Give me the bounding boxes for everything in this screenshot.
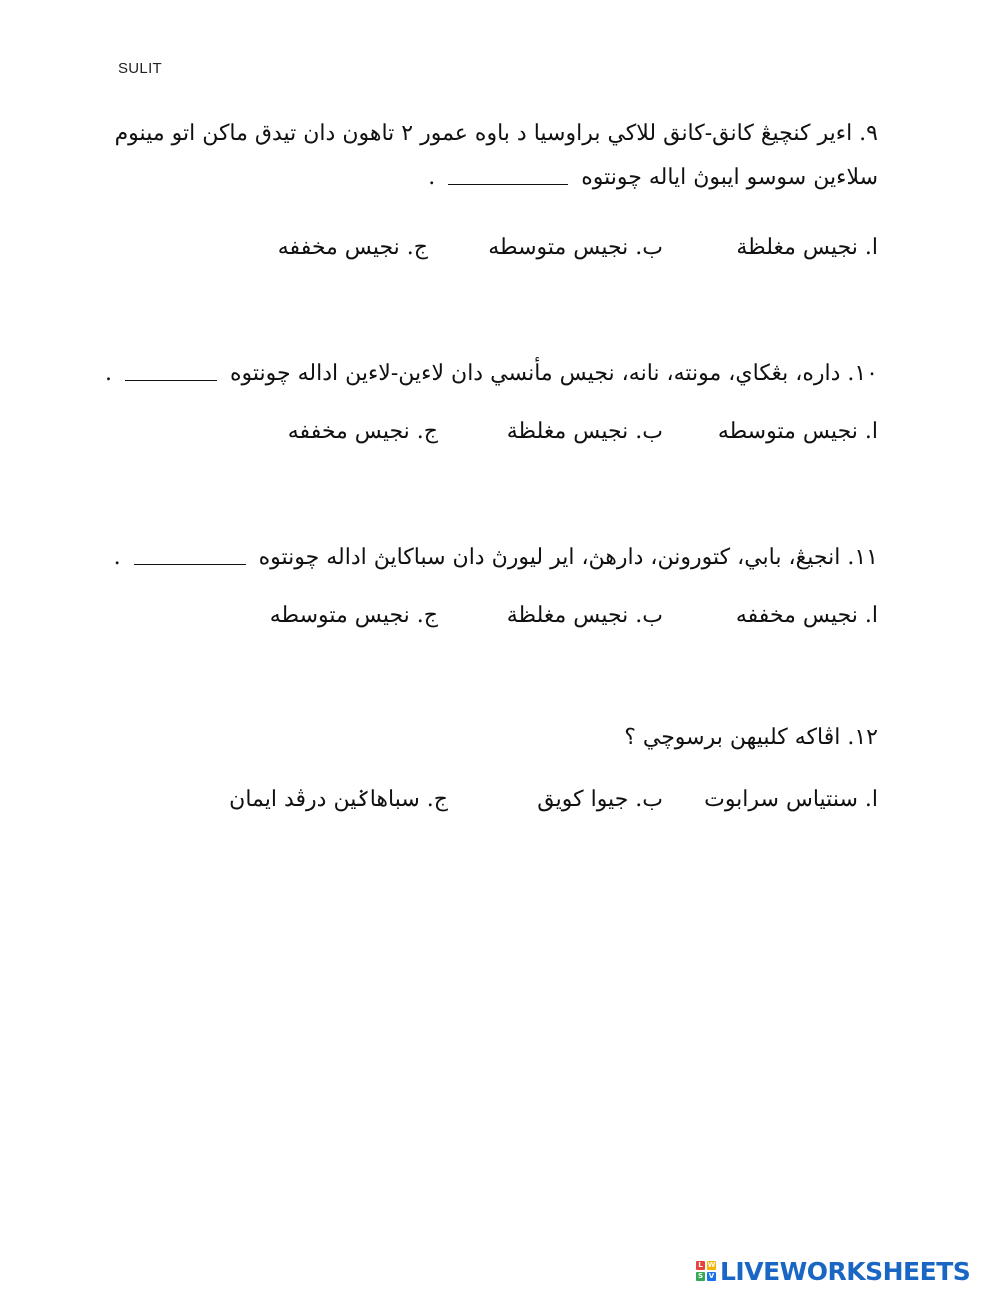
option-c[interactable]: ج. نجيس متوسطه xyxy=(269,603,438,628)
question-10-end: . xyxy=(104,361,112,386)
logo-tile: S xyxy=(697,1272,704,1280)
question-12-line-1: ١٢. اڤاكه كلبيهن برسوچي ؟ xyxy=(624,725,878,750)
options-12 xyxy=(229,780,878,820)
question-11 xyxy=(113,536,878,580)
option-b[interactable]: ب. نجيس متوسطه xyxy=(488,235,663,260)
option-b[interactable]: ب. نجيس مغلظة xyxy=(506,603,663,628)
question-12 xyxy=(138,716,878,760)
question-9 xyxy=(114,112,878,200)
option-a[interactable]: ا. سنتياس سرابوت xyxy=(704,787,878,812)
option-a[interactable]: ا. نجيس متوسطه xyxy=(717,419,878,444)
option-b[interactable]: ب. جيوا كويق xyxy=(537,787,663,812)
answer-blank[interactable] xyxy=(125,380,217,381)
options-11 xyxy=(258,596,878,636)
brand-name: LIVEWORKSHEETS xyxy=(720,1256,971,1286)
option-c[interactable]: ج. نجيس مخففه xyxy=(277,235,428,260)
option-c[interactable]: ج. نجيس مخففه xyxy=(287,419,438,444)
question-10-line-1 xyxy=(104,352,878,396)
options-10 xyxy=(258,412,878,452)
logo-tile: V xyxy=(708,1272,715,1280)
answer-blank[interactable] xyxy=(448,184,568,185)
options-9 xyxy=(258,228,878,268)
question-10-line-1-text: ١٠. داره، بڠكاي، مونته، نانه، نجيس مأنسي دان لاءين-لاءين اداله چونتوه xyxy=(229,361,878,386)
question-10 xyxy=(104,352,878,396)
logo-icon xyxy=(696,1261,716,1281)
liveworksheets-logo xyxy=(696,1257,970,1285)
question-9-line-2-text: سلاءين سوسو ايبوڽ اياله چونتوه xyxy=(581,165,878,190)
option-a[interactable]: ا. نجيس مخففه xyxy=(735,603,878,628)
option-b[interactable]: ب. نجيس مغلظة xyxy=(506,419,663,444)
header-label: SULIT xyxy=(118,60,163,77)
option-a[interactable]: ا. نجيس مغلظة xyxy=(736,235,878,260)
question-11-line-1 xyxy=(113,536,878,580)
question-11-line-1-text: ١١. انجيڠ، بابي، كتورونن، دارهڽ، اير ليورڽ دان سباكايڽ اداله چونتوه xyxy=(258,545,878,570)
question-11-end: . xyxy=(113,545,121,570)
question-9-line-2 xyxy=(138,156,878,200)
answer-blank[interactable] xyxy=(134,564,246,565)
logo-tile: L xyxy=(696,1261,705,1270)
option-c[interactable]: ج. سباهاݢين درڤد ايمان xyxy=(229,787,448,812)
question-9-end: . xyxy=(428,165,436,190)
question-9-line-1: ٩. اءير كنچيڠ كانق-كانق للاكي براوسيا د باوه عمور ٢ تاهون دان تيدق ماكن اتو مينوم xyxy=(114,121,878,146)
logo-tile: W xyxy=(707,1261,716,1269)
